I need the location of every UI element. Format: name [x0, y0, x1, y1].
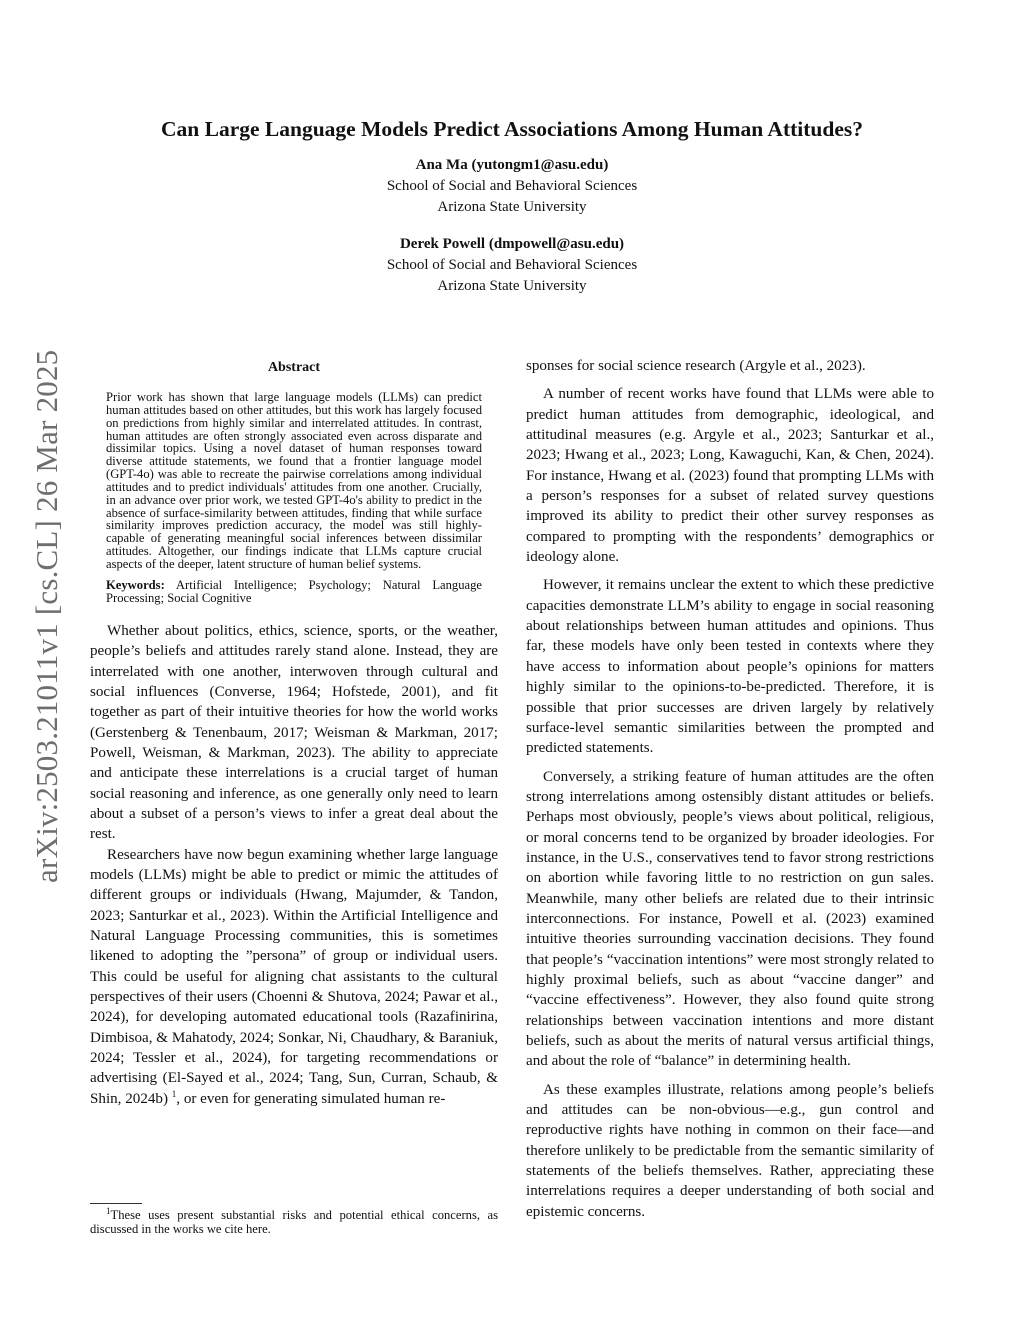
keywords-text: Artificial Intelligence; Psychology; Natural Language Processing; Social Cognitive — [106, 577, 482, 605]
body-paragraph — [90, 845, 498, 1109]
author-block-1 — [212, 155, 812, 218]
abstract-heading: Abstract — [267, 360, 321, 375]
paper-title: Can Large Language Models Predict Associations Among Human Attitudes? — [161, 117, 863, 141]
author-name: Ana Ma (yutongm1@asu.edu) — [415, 157, 609, 173]
body-paragraph: sponses for social science research (Argyle et al., 2023). — [526, 358, 866, 374]
footnote-ref: 1 — [171, 1088, 177, 1099]
paragraph-text: Researchers have now begun examining whether large language models (LLMs) might be able to predict or mimic the attitudes of different groups or individuals (Hwang, Majumder, & Tandon, 2023; Santurkar et al., 2023). Within the Artificial Intelligence and Natural Language Processing communities, this is sometimes likened to adopting the ”persona” of group or individual users. This could be useful for aligning chat assistants to the cultural perspectives of their users (Choenni & Shutova, 2024; Pawar et al., 2024), for developing automated educational tools (Razafinirina, Dimbisoa, & Mahatody, 2024; Sonkar, Ni, Chaudhary, & Baraniuk, 2024; Tessler et al., 2024), for targeting recommendations or advertising (El-Sayed et al., 2024; Tang, Sun, Curran, Schaub, & Shin, 2024b) — [90, 846, 498, 1107]
footnote — [90, 1205, 498, 1236]
keywords-label: Keywords: — [106, 577, 165, 592]
body-paragraph: Whether about politics, ethics, science, sports, or the weather, people’s beliefs and attitudes rarely stand alone. Instead, they are interrelated with one another, interwoven through cultural and social influences (Converse, 1964; Hofstede, 2001), and fit together as part of their intuitive theories for how the world works (Gerstenberg & Tenenbaum, 2017; Weisman & Markman, 2017; Powell, Weisman, & Markman, 2023). The ability to appreciate and anticipate these interrelations is a crucial target of human social reasoning and inference, as one generally only need to learn about a subset of a person’s views to infer a great deal about the rest. — [90, 622, 498, 843]
paragraph-text-tail: , or even for generating simulated human re- — [176, 1090, 446, 1107]
footnote-text: These uses present substantial risks and potential ethical concerns, as discussed in the works we cite here. — [90, 1208, 498, 1236]
body-paragraph: A number of recent works have found that LLMs were able to predict human attitudes from demographic, ideological, and attitudinal measures (e.g. Argyle et al., 2023; Santurkar et al., 2023; Hwang et al., 2023; Long, Kawaguchi, Kan, & Chen, 2024). For instance, Hwang et al. (2023) found that prompting LLMs with a person’s responses for a subset of related survey questions improved its ability to predict their other survey responses as compared to prompting with the respondents’ demographics or ideology alone. — [526, 386, 934, 566]
right-column — [526, 356, 934, 1222]
author-university: Arizona State University — [437, 278, 587, 294]
footnote-marker: 1 — [106, 1205, 111, 1216]
body-paragraph: Conversely, a striking feature of human attitudes are the often strong interrelations among ostensibly distant attitudes or beliefs. Perhaps most obviously, people’s views about political, religious, or moral concerns tend to be organized by broader ideologies. For instance, in the U.S., conservatives tend to favor strong restrictions on abortion while favoring little to no restriction on gun sales. Meanwhile, many other beliefs are related due to their intrinsic interconnections. For instance, Powell et al. (2023) examined intuitive theories surrounding vaccination decisions. They found that people’s “vaccination intentions” were most strongly related to highly proximal beliefs, such as about “vaccine danger” and “vaccine effectiveness”. However, they also found quite strong relationships between vaccination intentions and more distant beliefs, such as about the merits of natural versus artificial things, and about the role of “balance” in determining health. — [526, 768, 934, 1070]
author-department: School of Social and Behavioral Sciences — [386, 257, 638, 273]
body-paragraph: As these examples illustrate, relations among people’s beliefs and attitudes can be non-obvious—e.g., gun control and reproductive rights have nothing in common on their face—and therefore unlikely to be predictable from the semantic similarity of statements of the beliefs themselves. Rather, appreciating these interrelations requires a deeper understanding of both social and epistemic concerns. — [526, 1081, 934, 1220]
author-department: School of Social and Behavioral Sciences — [386, 178, 638, 194]
author-block-2 — [212, 234, 812, 297]
author-name: Derek Powell (dmpowell@asu.edu) — [399, 236, 625, 252]
body-paragraph: However, it remains unclear the extent to which these predictive capacities demonstrate LLM’s ability to engage in social reasoning about relationships between human attitudes and opinions. Thus far, these models have only been tested in contexts where they have access to information about people’s opinions for matters highly similar to the opinions-to-be-predicted. Therefore, it is possible that prior successes are driven largely by relatively surface-level semantic similarities between the prompted and predicted statements. — [526, 577, 934, 757]
keywords — [106, 579, 482, 605]
arxiv-identifier: arXiv:2503.21011v1 [cs.CL] 26 Mar 2025 — [29, 349, 64, 883]
author-university: Arizona State University — [437, 199, 587, 215]
left-column — [90, 360, 498, 1109]
abstract-text: Prior work has shown that large language models (LLMs) can predict human attitudes based on other attitudes, but this work has largely focused on predictions from highly similar and interrelated attitudes. In contrast, human attitudes are often strongly associated even across disparate and dissimilar topics. Using a novel dataset of human responses toward diverse attitude statements, we found that a frontier language model (GPT-4o) was able to recreate the pairwise correlations among individual attitudes and to predict individuals' attitudes from one another. Crucially, in an advance over prior work, we tested GPT-4o's ability to predict in the absence of surface-similarity between attitudes, finding that while surface similarity improves prediction accuracy, the model was still highly-capable of generating meaningful social inferences between dissimilar attitudes. Altogether, our findings indicate that LLMs capture crucial aspects of the deeper, latent structure of human belief systems. — [106, 390, 482, 571]
footnote-rule — [90, 1203, 142, 1204]
